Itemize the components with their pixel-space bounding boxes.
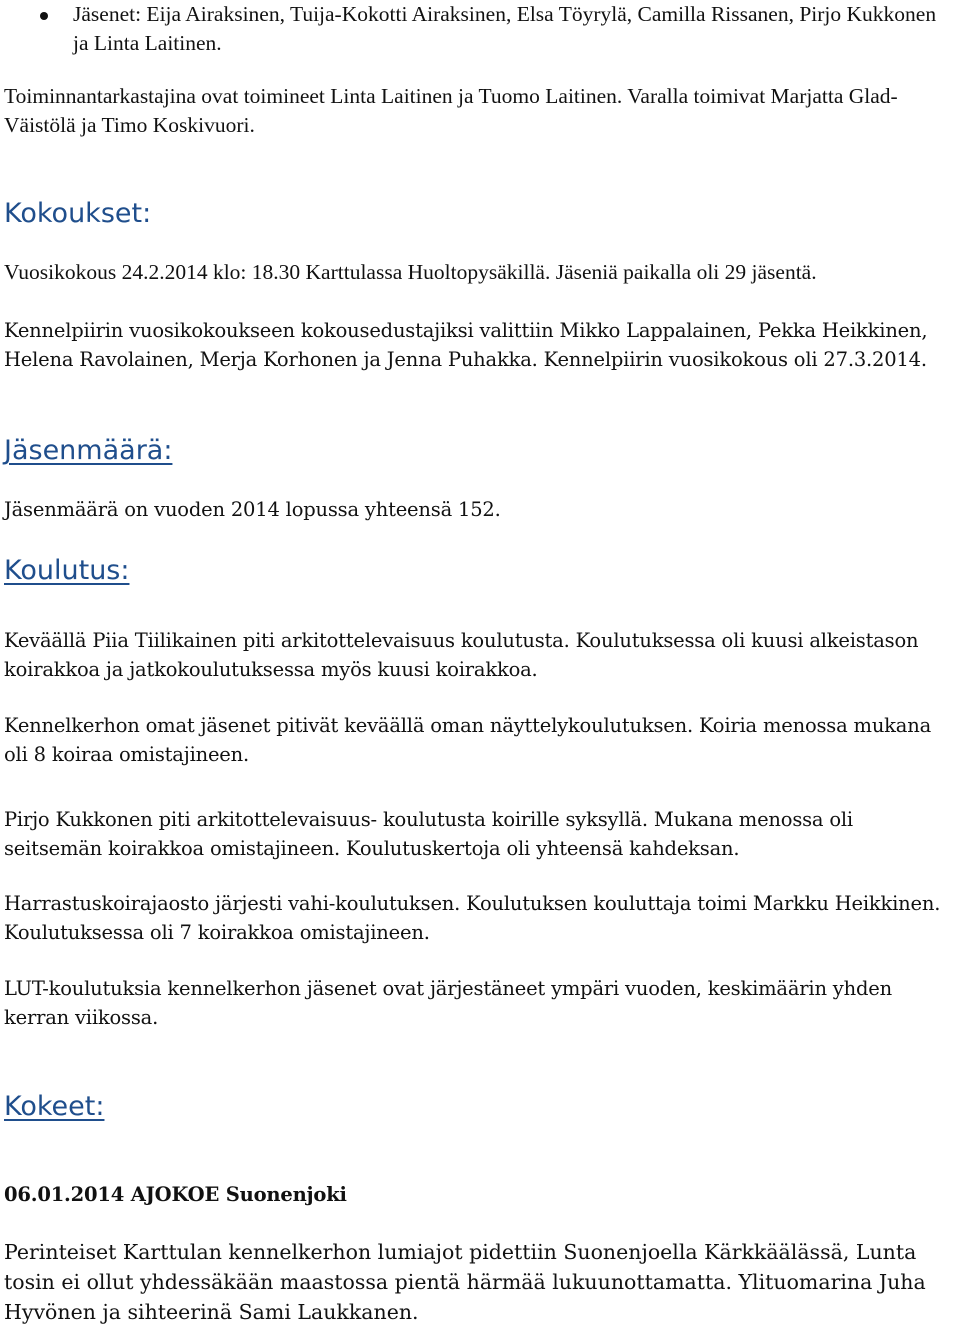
meetings-heading: Kokoukset:: [4, 198, 152, 229]
trials-heading: Kokeet:: [4, 1091, 105, 1122]
annual-meeting-paragraph: Vuosikokous 24.2.2014 klo: 18.30 Karttulassa Huoltopysäkillä. Jäseniä paikalla oli 29 jäsentä.: [4, 260, 817, 284]
training-paragraph: Kennelkerhon omat jäsenet pitivät keväällä oman näyttelykoulutuksen. Koiria menossa mukana oli 8 koiraa omistajineen.: [4, 714, 931, 766]
auditors-paragraph: Toiminnantarkastajina ovat toimineet Linta Laitinen ja Tuomo Laitinen. Varalla toimivat Marjatta Glad-Väistölä ja Timo Koskivuori.: [4, 84, 898, 137]
bullet-icon: [40, 12, 48, 20]
members-text: Jäsenet: Eija Airaksinen, Tuija-Kokotti Airaksinen, Elsa Töyrylä, Camilla Rissanen, Pirjo Kukkonen ja Linta Laitinen.: [73, 2, 937, 55]
membership-heading: Jäsenmäärä:: [4, 435, 173, 466]
membership-text: Jäsenmäärä on vuoden 2014 lopussa yhteensä 152.: [4, 498, 501, 521]
delegates-paragraph: Kennelpiirin vuosikokoukseen kokousedustajiksi valittiin Mikko Lappalainen, Pekka Heikkinen, Helena Ravolainen, Merja Korhonen ja Jenna Puhakka. Kennelpiirin vuosikokous oli 27.3.2014.: [4, 319, 928, 371]
training-paragraph: LUT-koulutuksia kennelkerhon jäsenet ovat järjestäneet ympäri vuoden, keskimäärin yhden kerran viikossa.: [4, 977, 892, 1029]
event-title: 06.01.2014 AJOKOE Suonenjoki: [4, 1183, 347, 1206]
training-paragraph: Pirjo Kukkonen piti arkitottelevaisuus- koulutusta koirille syksyllä. Mukana menossa oli seitsemän koirakkoa omistajineen. Koulutuskertoja oli yhteensä kahdeksan.: [4, 808, 853, 860]
training-heading: Koulutus:: [4, 555, 130, 586]
training-paragraph: Keväällä Piia Tiilikainen piti arkitottelevaisuus koulutusta. Koulutuksessa oli kuusi alkeistason koirakkoa ja jatkokoulutuksessa myös kuusi koirakkoa.: [4, 629, 919, 681]
event-paragraph: Perinteiset Karttulan kennelkerhon lumiajot pidettiin Suonenjoella Kärkkäälässä, Lunta tosin ei ollut yhdessäkään maastossa pientä härmää lukuunottamatta. Ylituomarina Juha Hyvönen ja sihteerinä Sami Laukkanen.: [4, 1240, 926, 1324]
training-paragraph: Harrastuskoirajaosto järjesti vahi-koulutuksen. Koulutuksen kouluttaja toimi Markku Heikkinen. Koulutuksessa oli 7 koirakkoa omistajineen.: [4, 892, 941, 944]
